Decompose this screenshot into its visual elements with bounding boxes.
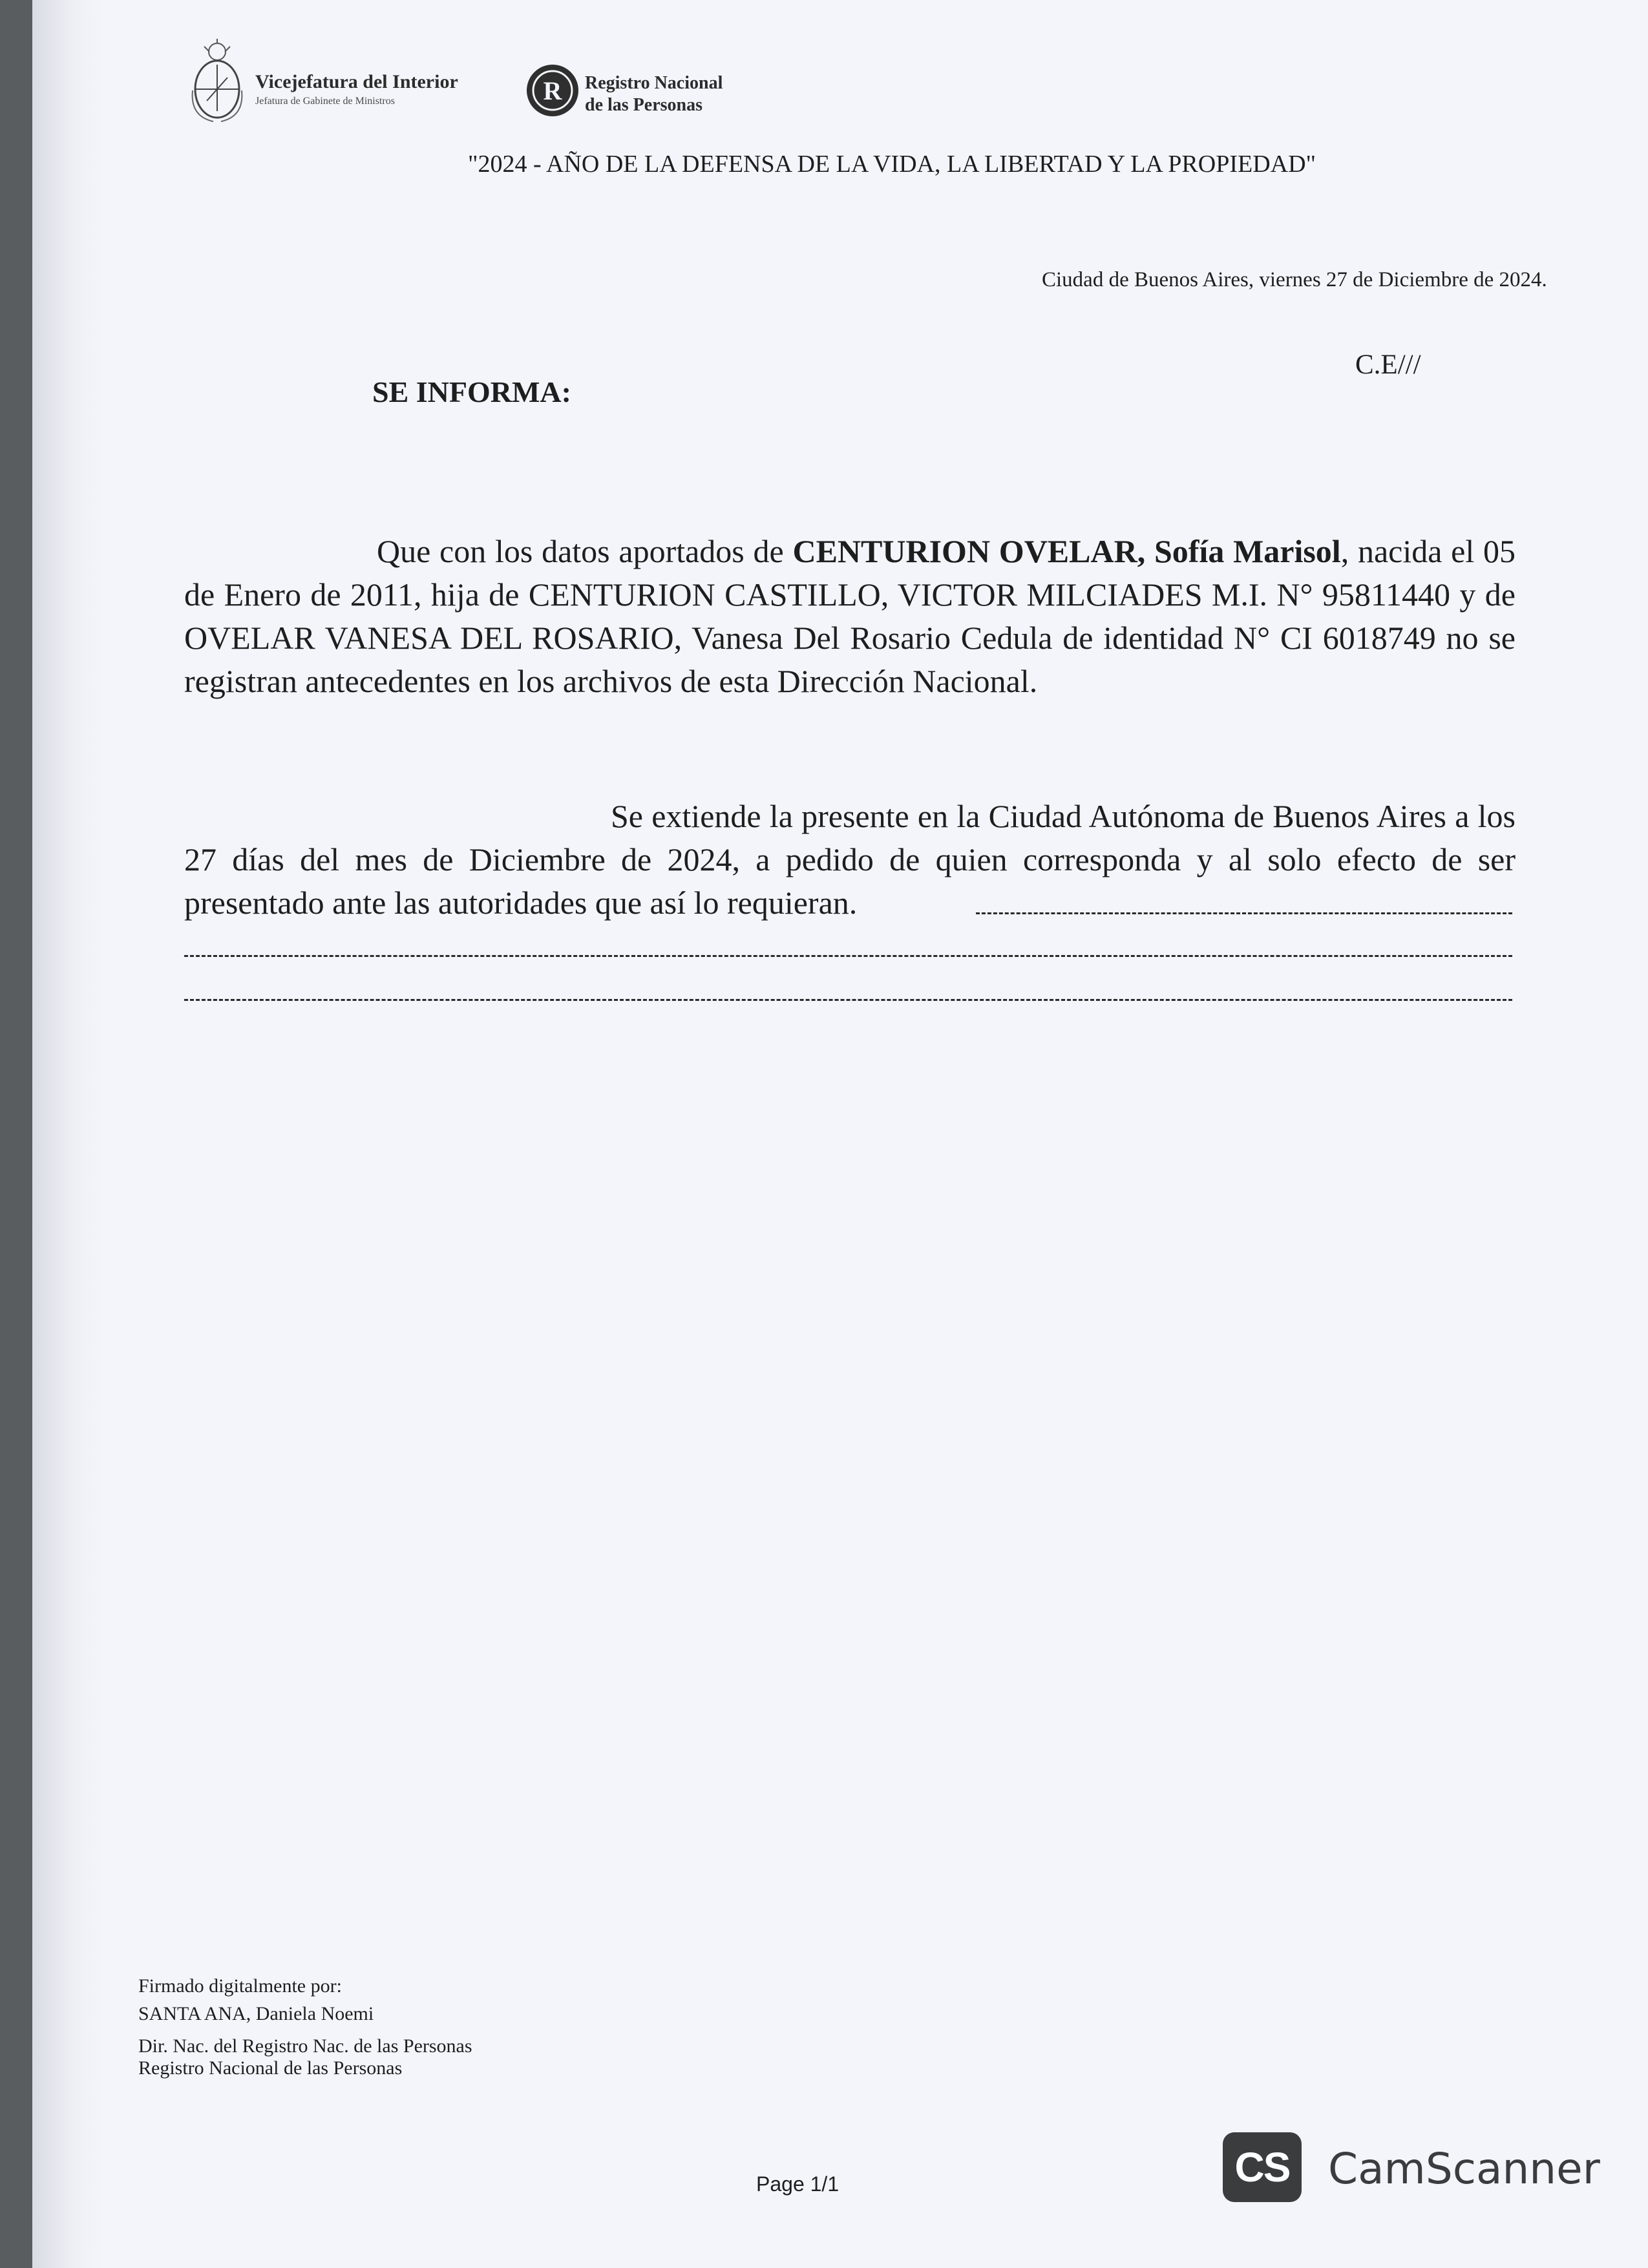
reference-code: C.E/// bbox=[1355, 350, 1421, 380]
camscanner-watermark: CamScanner bbox=[1328, 2144, 1600, 2194]
agency-title: Vicejefatura del Interior bbox=[255, 71, 458, 92]
page-edge-shadow bbox=[32, 0, 103, 2268]
document-heading: SE INFORMA: bbox=[372, 375, 571, 408]
paragraph-findings bbox=[184, 530, 1516, 703]
signer-title: Dir. Nac. del Registro Nac. de las Personas bbox=[138, 2035, 472, 2057]
dash-filler-row bbox=[184, 999, 1512, 1001]
paragraph-lead: Que con los datos aportados de bbox=[377, 533, 793, 569]
year-motto: "2024 - AÑO DE LA DEFENSA DE LA VIDA, LA LIBERTAD Y LA PROPIEDAD" bbox=[467, 151, 1316, 178]
signer-name: SANTA ANA, Daniela Noemi bbox=[138, 2003, 374, 2024]
subject-name: CENTURION OVELAR, Sofía Marisol bbox=[792, 533, 1341, 569]
signer-office: Registro Nacional de las Personas bbox=[138, 2057, 403, 2079]
document-page bbox=[32, 0, 1648, 2268]
page-number: Page 1/1 bbox=[756, 2172, 840, 2196]
agency-subtitle: Jefatura de Gabinete de Ministros bbox=[255, 96, 395, 107]
dash-filler-row bbox=[184, 955, 1512, 957]
paragraph-issuance: Se extiende la presente en la Ciudad Autónoma de Buenos Aires a los 27 días del mes de Diciembre de 2024, a pedido de quien corresponda y al solo efecto de ser presentado ante las autoridades que así lo requieran. bbox=[184, 798, 1516, 921]
paragraph-rest: , nacida el 05 de Enero de 2011, hija de CENTURION CASTILLO, VICTOR MILCIADES M.I. N° 95811440 y de OVELAR VANESA DEL ROSARIO, Vanesa Del Rosario Cedula de identidad N° CI 6018749 no se registran antecedentes en los archivos de esta Dirección Nacional. bbox=[184, 533, 1516, 699]
registry-logo-letter: R bbox=[543, 76, 562, 105]
dash-filler-inline bbox=[976, 912, 1512, 914]
registry-title-line1: Registro Nacional bbox=[585, 73, 723, 93]
signature-label: Firmado digitalmente por: bbox=[138, 1975, 342, 1997]
registry-title-line2: de las Personas bbox=[585, 95, 703, 115]
registry-logo-icon bbox=[525, 61, 580, 120]
camscanner-logo-icon: CS bbox=[1223, 2132, 1302, 2202]
coat-of-arms-icon bbox=[187, 39, 247, 129]
place-date: Ciudad de Buenos Aires, viernes 27 de Diciembre de 2024. bbox=[1042, 268, 1547, 291]
